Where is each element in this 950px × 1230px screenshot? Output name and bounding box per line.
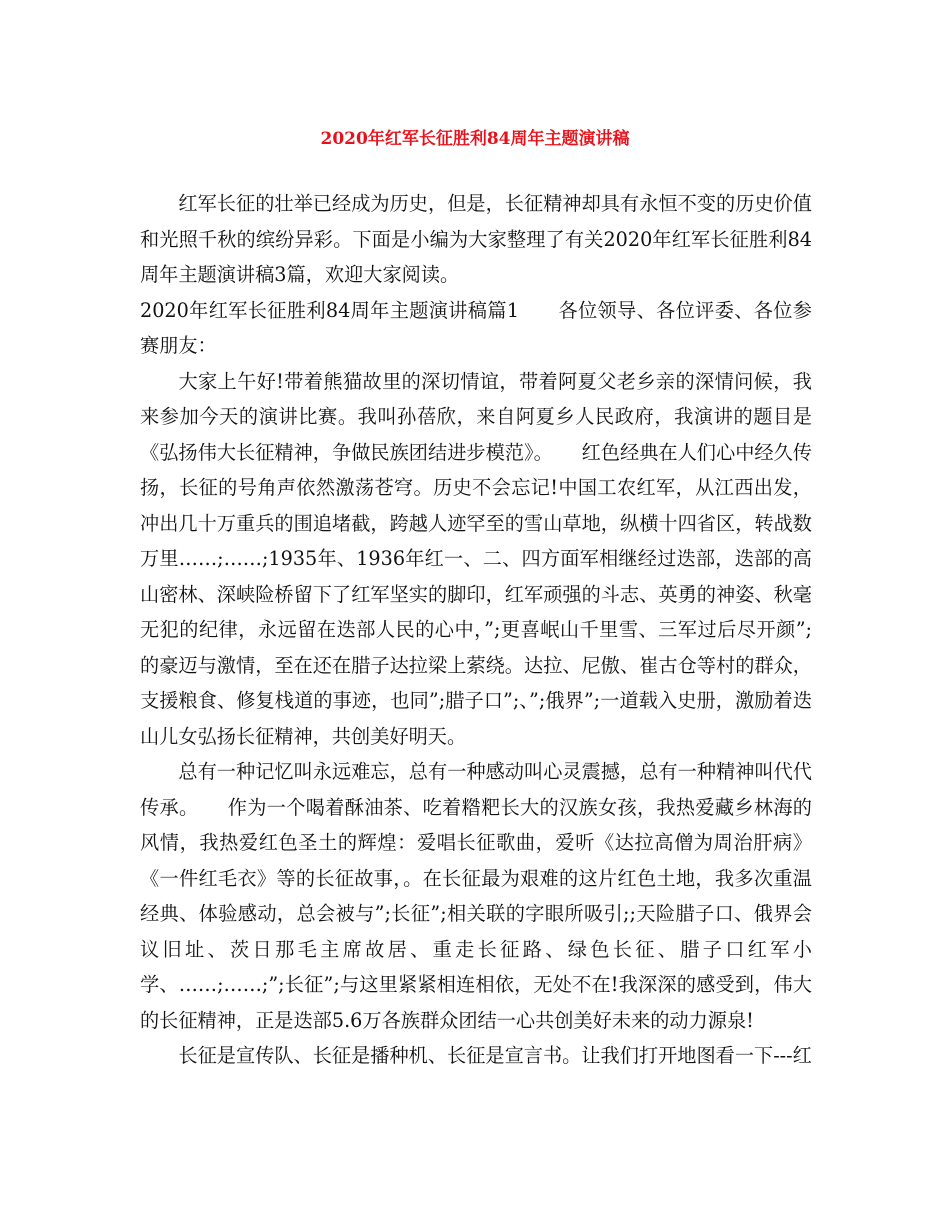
paragraph-memory: 总有一种记忆叫永远难忘，总有一种感动叫心灵震撼，总有一种精神叫代代传承。 作为一个喝着酥油茶、吃着糌粑长大的汉族女孩，我热爱藏乡林海的风情，我热爱红色圣土的辉煌：爱唱长征歌曲，爱听《达拉高僧为周治肝病》《一件红毛衣》等的长征故事，。在长征最为艰难的这片红色土地，我多次重温经典、体验感动，总会被与”;长征”;相关联的字眼所吸引;;天险腊子口、俄界会议旧址、茨日那毛主席故居、重走长征路、绿色长征、腊子口红军小学、……;……;”;长征”;与这里紧紧相连相依，无处不在!我深深的感受到，伟大的长征精神，正是迭部5.6万各族群众团结一心共创美好未来的动力源泉! — [140, 760, 812, 1032]
document-body — [140, 186, 812, 1074]
document-title: 2020年红军长征胜利84周年主题演讲稿 — [320, 129, 630, 149]
paragraph-speech-heading: 2020年红军长征胜利84周年主题演讲稿篇1 各位领导、各位评委、各位参赛朋友： — [140, 298, 812, 357]
paragraph-intro: 红军长征的壮举已经成为历史，但是，长征精神却具有永恒不变的历史价值和光照千秋的缤纷异彩。下面是小编为大家整理了有关2020年红军长征胜利84周年主题演讲稿3篇，欢迎大家阅读。 — [140, 192, 812, 286]
paragraph-greeting: 大家上午好!带着熊猫故里的深切情谊，带着阿夏父老乡亲的深情问候，我来参加今天的演讲比赛。我叫孙蓓欣，来自阿夏乡人民政府，我演讲的题目是《弘扬伟大长征精神，争做民族团结进步模范》。 红色经典在人们心中经久传扬，长征的号角声依然激荡苍穹。历史不会忘记!中国工农红军，从江西出发，冲出几十万重兵的围追堵截，跨越人迹罕至的雪山草地，纵横十四省区，转战数万里……;……;1935年、1936年红一、二、四方面军相继经过迭部，迭部的高山密林、深峡险桥留下了红军坚实的脚印，红军顽强的斗志、英勇的神姿、秋毫无犯的纪律，永远留在迭部人民的心中，”;更喜岷山千里雪、三军过后尽开颜”;的豪迈与激情，至在还在腊子达拉梁上萦绕。达拉、尼傲、崔古仓等村的群众，支援粮食、修复栈道的事迹，也同”;腊子口”;、”;俄界”;一道载入史册，激励着迭山儿女弘扬长征精神，共创美好明天。 — [140, 369, 812, 748]
paragraph-map: 长征是宣传队、长征是播种机、长征是宣言书。让我们打开地图看一下---红 — [178, 1044, 812, 1067]
